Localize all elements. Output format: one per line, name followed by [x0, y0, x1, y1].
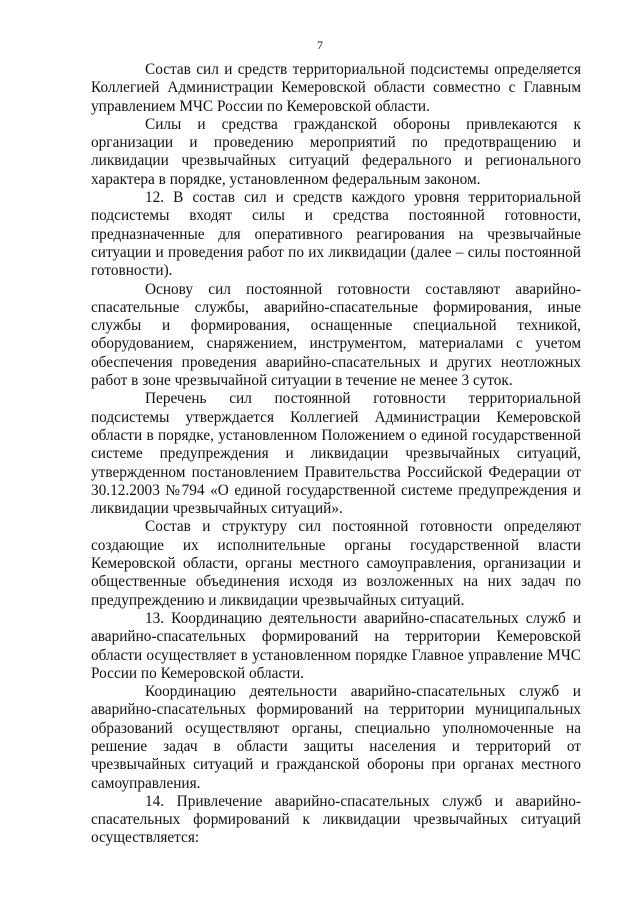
paragraph: Состав сил и средств территориальной подсистемы определяется Коллегией Администрации Кемеровской области совместно с Главным управлением МЧС России по Кемеровской области. [91, 61, 581, 115]
paragraph: Силы и средства гражданской обороны привлекаются к организации и проведению мероприятий по предотвращению и ликвидации чрезвычайных ситуаций федерального и регионального характера в порядке, установленном федеральным законом. [91, 115, 581, 188]
paragraph: Состав и структуру сил постоянной готовности определяют создающие их исполнительные органы государственной власти Кемеровской области, органы местного самоуправления, организации и общественные объединения исходя из возложенных на них задач по предупреждению и ликвидации чрезвычайных ситуаций. [91, 518, 581, 609]
paragraph: 12. В состав сил и средств каждого уровня территориальной подсистемы входят силы и средства постоянной готовности, предназначенные для оперативного реагирования на чрезвычайные ситуации и проведения работ по их ликвидации (далее – силы постоянной готовности). [91, 189, 581, 280]
paragraph: 14. Привлечение аварийно-спасательных служб и аварийно-спасательных формирований к ликвидации чрезвычайных ситуаций осуществляется: [91, 792, 581, 847]
paragraph: Координацию деятельности аварийно-спасательных служб и аварийно-спасательных формирований на территории муниципальных образований осуществляют органы, специально уполномоченные на решение задач в области защиты населения и территорий от чрезвычайных ситуаций и гражданской обороны при органах местного самоуправления. [91, 683, 581, 792]
paragraph: Перечень сил постоянной готовности территориальной подсистемы утверждается Коллегией Администрации Кемеровской области в порядке, установленном Положением о единой государственной системе предупреждения и ликвидации чрезвычайных ситуаций, утвержденном постановлением Правительства Российской Федерации от 30.12.2003 №794 «О единой государственной системе предупреждения и ликвидации чрезвычайных ситуаций». [91, 390, 581, 518]
document-body [91, 61, 581, 848]
paragraph: Основу сил постоянной готовности составляют аварийно-спасательные службы, аварийно-спасательные формирования, иные службы и формирования, оснащенные специальной техникой, оборудованием, снаряжением, инструментом, материалами с учетом обеспечения проведения аварийно-спасательных и других неотложных работ в зоне чрезвычайной ситуации в течение не менее 3 суток. [91, 280, 581, 390]
page-number: 7 [317, 38, 323, 52]
paragraph: 13. Координацию деятельности аварийно-спасательных служб и аварийно-спасательных формирований на территории Кемеровской области осуществляет в установленном порядке Главное управление МЧС России по Кемеровской области. [91, 609, 581, 682]
